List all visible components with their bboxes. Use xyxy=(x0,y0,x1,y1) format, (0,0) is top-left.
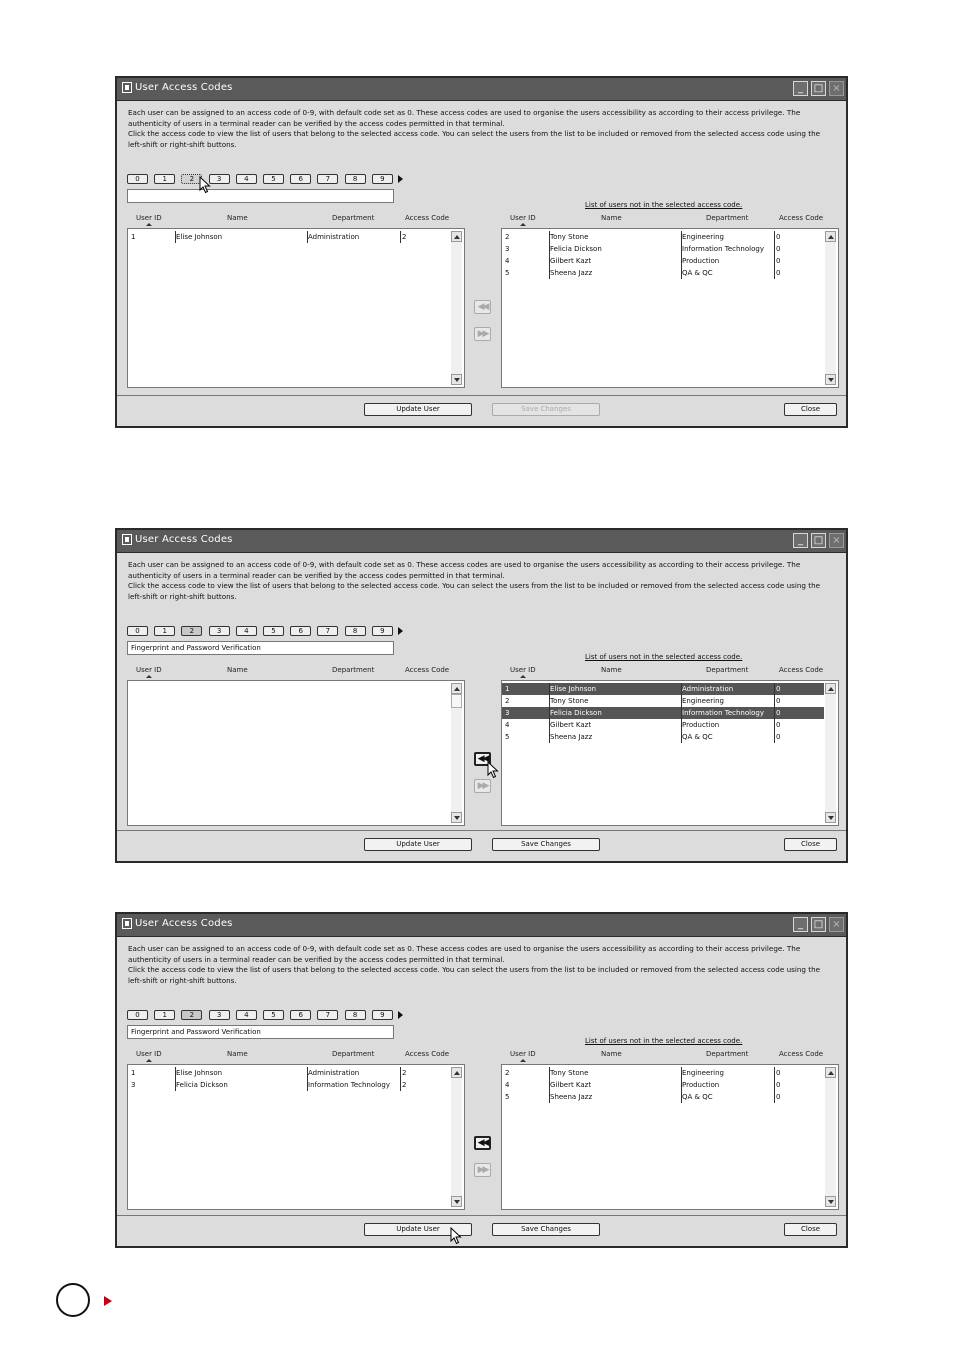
page-number-circle xyxy=(56,1283,90,1317)
cell-user-id: 1 xyxy=(131,1069,136,1077)
instructions-text xyxy=(128,560,833,602)
page-arrow-icon xyxy=(104,1296,112,1306)
access-code-button-9[interactable]: 9 xyxy=(372,626,393,636)
right-header-access-code[interactable]: Access Code xyxy=(779,1050,824,1058)
left-header-access-code[interactable]: Access Code xyxy=(405,666,450,674)
access-code-button-8[interactable]: 8 xyxy=(345,174,366,184)
instructions-paragraph: Click the access code to view the list of users that belong to the selected access code. You can select the users from the list to be included or removed from the selected access code using the left-shift or right-shift buttons. xyxy=(128,129,821,149)
title-bar[interactable] xyxy=(117,530,846,553)
table-row[interactable] xyxy=(502,231,802,243)
cell-access-code: 0 xyxy=(776,1069,781,1077)
scroll-down-icon[interactable] xyxy=(825,812,836,823)
save-changes-button[interactable]: Save Changes xyxy=(492,838,600,851)
column-divider xyxy=(681,1067,682,1103)
cell-user-id: 4 xyxy=(505,1081,510,1089)
access-code-button-9[interactable]: 9 xyxy=(372,1010,393,1020)
access-code-button-4[interactable]: 4 xyxy=(236,626,257,636)
table-row[interactable] xyxy=(128,231,428,243)
cell-user-id: 3 xyxy=(505,709,510,717)
cell-department: Information Technology xyxy=(308,1081,390,1089)
cell-user-id: 3 xyxy=(131,1081,136,1089)
window-title: User Access Codes xyxy=(135,534,233,545)
left-header-access-code[interactable]: Access Code xyxy=(405,1050,450,1058)
close-button[interactable]: Close xyxy=(784,403,837,416)
column-divider xyxy=(681,683,682,743)
scroll-down-icon[interactable] xyxy=(451,374,462,385)
instructions-paragraph: Click the access code to view the list of users that belong to the selected access code. You can select the users from the list to be included or removed from the selected access code using the left-shift or right-shift buttons. xyxy=(128,965,821,985)
cell-user-id: 2 xyxy=(505,697,510,705)
access-code-button-3[interactable]: 3 xyxy=(209,174,230,184)
left-header-department[interactable]: Department xyxy=(332,1050,375,1058)
table-row[interactable] xyxy=(502,267,802,279)
cell-department: QA & QC xyxy=(682,733,713,741)
right-shift-button[interactable]: ▶▶ xyxy=(474,779,491,793)
cell-department: QA & QC xyxy=(682,1093,713,1101)
access-code-button-0[interactable]: 0 xyxy=(127,174,148,184)
users-not-in-code-list[interactable] xyxy=(501,1064,839,1210)
scroll-down-icon[interactable] xyxy=(825,1196,836,1207)
user-access-codes-dialog xyxy=(115,528,848,863)
scroll-up-icon[interactable] xyxy=(825,231,836,242)
left-header-access-code[interactable]: Access Code xyxy=(405,214,450,222)
scroll-up-icon[interactable] xyxy=(825,683,836,694)
left-header-department[interactable]: Department xyxy=(332,214,375,222)
right-list-caption: List of users not in the selected access code. xyxy=(585,201,743,209)
left-header-user-id[interactable]: User ID xyxy=(136,666,162,674)
right-list-scrollbar[interactable] xyxy=(825,683,836,823)
cell-access-code: 0 xyxy=(776,697,781,705)
access-code-button-2[interactable]: 2 xyxy=(181,626,202,636)
users-in-code-list[interactable] xyxy=(127,228,465,388)
right-header-name[interactable]: Name xyxy=(601,1050,622,1058)
scroll-right-icon[interactable] xyxy=(398,1011,403,1019)
update-user-button[interactable]: Update User xyxy=(364,403,472,416)
right-list-caption: List of users not in the selected access code. xyxy=(585,653,743,661)
left-header-name[interactable]: Name xyxy=(227,214,248,222)
access-code-button-4[interactable]: 4 xyxy=(236,1010,257,1020)
instructions-paragraph: Each user can be assigned to an access code of 0-9, with default code set as 0. These access codes are used to organise the users accessibility as according to their access privilege. The authenticity of users in a terminal reader can be verified by the access codes permitted in that terminal. xyxy=(128,108,801,128)
cell-user-id: 4 xyxy=(505,257,510,265)
cell-department: Information Technology xyxy=(682,245,764,253)
column-divider xyxy=(307,231,308,243)
cell-access-code: 0 xyxy=(776,269,781,277)
right-shift-button[interactable]: ▶▶ xyxy=(474,1163,491,1177)
app-icon xyxy=(122,918,132,929)
cell-department: Production xyxy=(682,257,720,265)
column-divider xyxy=(175,1067,176,1091)
cell-access-code: 0 xyxy=(776,233,781,241)
cell-access-code: 0 xyxy=(776,1081,781,1089)
column-divider xyxy=(774,1067,775,1103)
user-access-codes-dialog xyxy=(115,76,848,428)
right-header-name[interactable]: Name xyxy=(601,666,622,674)
title-bar[interactable] xyxy=(117,914,846,937)
close-window-button[interactable]: × xyxy=(829,917,844,932)
table-row[interactable] xyxy=(502,683,824,695)
cell-name: Sheena Jazz xyxy=(550,733,593,741)
users-in-code-list[interactable] xyxy=(127,680,465,826)
access-code-button-8[interactable]: 8 xyxy=(345,1010,366,1020)
cell-department: Administration xyxy=(682,685,734,693)
cell-department: Production xyxy=(682,721,720,729)
column-divider xyxy=(400,1067,401,1091)
table-row[interactable] xyxy=(502,731,802,743)
maximize-button[interactable]: □ xyxy=(811,917,826,932)
left-shift-button[interactable]: ◀◀ xyxy=(474,1136,491,1150)
table-row[interactable] xyxy=(502,1079,802,1091)
cell-name: Elise Johnson xyxy=(550,685,597,693)
users-in-code-list[interactable] xyxy=(127,1064,465,1210)
left-shift-button[interactable]: ◀◀ xyxy=(474,300,491,314)
access-code-description-field[interactable] xyxy=(127,189,394,203)
scroll-right-icon[interactable] xyxy=(398,175,403,183)
left-list-scrollbar[interactable] xyxy=(451,231,462,385)
table-row[interactable] xyxy=(502,255,802,267)
cell-user-id: 3 xyxy=(505,245,510,253)
right-sort-indicator-icon xyxy=(520,1059,526,1062)
access-code-button-1[interactable]: 1 xyxy=(154,1010,175,1020)
save-changes-button[interactable]: Save Changes xyxy=(492,403,600,416)
access-code-button-5[interactable]: 5 xyxy=(263,626,284,636)
right-header-access-code[interactable]: Access Code xyxy=(779,666,824,674)
cell-name: Felicia Dickson xyxy=(550,709,602,717)
access-code-button-0[interactable]: 0 xyxy=(127,1010,148,1020)
left-header-user-id[interactable]: User ID xyxy=(136,214,162,222)
scroll-thumb[interactable] xyxy=(451,694,462,708)
cell-name: Felicia Dickson xyxy=(550,245,602,253)
maximize-button[interactable]: □ xyxy=(811,533,826,548)
left-header-user-id[interactable]: User ID xyxy=(136,1050,162,1058)
access-code-button-2[interactable]: 2 xyxy=(181,174,202,184)
right-list-scrollbar[interactable] xyxy=(825,1067,836,1207)
cell-department: Engineering xyxy=(682,233,724,241)
action-bar xyxy=(117,1215,846,1246)
cell-name: Tony Stone xyxy=(550,233,589,241)
app-icon xyxy=(122,82,132,93)
column-divider xyxy=(400,231,401,243)
access-code-button-0[interactable]: 0 xyxy=(127,626,148,636)
table-row[interactable] xyxy=(128,1067,428,1079)
access-code-button-1[interactable]: 1 xyxy=(154,626,175,636)
scroll-up-icon[interactable] xyxy=(825,1067,836,1078)
cell-user-id: 2 xyxy=(505,1069,510,1077)
scroll-up-icon[interactable] xyxy=(451,1067,462,1078)
cell-name: Sheena Jazz xyxy=(550,269,593,277)
update-user-button[interactable]: Update User xyxy=(364,838,472,851)
cell-name: Elise Johnson xyxy=(176,1069,223,1077)
left-list-scrollbar[interactable] xyxy=(451,1067,462,1207)
cell-name: Elise Johnson xyxy=(176,233,223,241)
right-header-department[interactable]: Department xyxy=(706,1050,749,1058)
cell-user-id: 5 xyxy=(505,269,510,277)
left-sort-indicator-icon xyxy=(146,675,152,678)
cell-name: Gilbert Kazt xyxy=(550,257,592,265)
users-not-in-code-list[interactable] xyxy=(501,228,839,388)
minimize-button[interactable]: _ xyxy=(793,81,808,96)
column-divider xyxy=(549,1067,550,1103)
right-sort-indicator-icon xyxy=(520,675,526,678)
right-list-scrollbar[interactable] xyxy=(825,231,836,385)
right-header-name[interactable]: Name xyxy=(601,214,622,222)
instructions-text xyxy=(128,108,833,150)
user-access-codes-dialog xyxy=(115,912,848,1248)
table-row[interactable] xyxy=(502,695,802,707)
scroll-right-icon[interactable] xyxy=(398,627,403,635)
cell-access-code: 0 xyxy=(776,733,781,741)
access-code-button-4[interactable]: 4 xyxy=(236,174,257,184)
cell-access-code: 0 xyxy=(776,709,781,717)
window-title: User Access Codes xyxy=(135,82,233,93)
title-bar[interactable] xyxy=(117,78,846,101)
users-not-in-code-list[interactable] xyxy=(501,680,839,826)
scroll-down-icon[interactable] xyxy=(451,812,462,823)
table-row[interactable] xyxy=(502,243,802,255)
cell-access-code: 0 xyxy=(776,257,781,265)
left-shift-button[interactable]: ◀◀ xyxy=(474,752,491,766)
cell-name: Tony Stone xyxy=(550,697,589,705)
right-header-user-id[interactable]: User ID xyxy=(510,214,536,222)
access-code-button-3[interactable]: 3 xyxy=(209,626,230,636)
cell-name: Sheena Jazz xyxy=(550,1093,593,1101)
action-bar xyxy=(117,830,846,861)
mouse-cursor-icon xyxy=(199,176,211,194)
cell-department: Administration xyxy=(308,233,360,241)
left-header-name[interactable]: Name xyxy=(227,666,248,674)
column-divider xyxy=(774,683,775,743)
right-header-access-code[interactable]: Access Code xyxy=(779,214,824,222)
table-row[interactable] xyxy=(128,1079,428,1091)
right-header-department[interactable]: Department xyxy=(706,666,749,674)
scroll-down-icon[interactable] xyxy=(451,1196,462,1207)
window-title: User Access Codes xyxy=(135,918,233,929)
column-divider xyxy=(175,231,176,243)
cell-department: Production xyxy=(682,1081,720,1089)
cell-access-code: 0 xyxy=(776,721,781,729)
close-window-button[interactable]: × xyxy=(829,81,844,96)
cell-department: Engineering xyxy=(682,697,724,705)
access-code-button-5[interactable]: 5 xyxy=(263,1010,284,1020)
left-header-department[interactable]: Department xyxy=(332,666,375,674)
cell-access-code: 2 xyxy=(402,1081,407,1089)
cell-name: Felicia Dickson xyxy=(176,1081,228,1089)
left-list-scrollbar[interactable] xyxy=(451,683,462,823)
table-row[interactable] xyxy=(502,1091,802,1103)
cell-user-id: 4 xyxy=(505,721,510,729)
close-button[interactable]: Close xyxy=(784,838,837,851)
left-sort-indicator-icon xyxy=(146,1059,152,1062)
access-code-button-7[interactable]: 7 xyxy=(317,626,338,636)
close-button[interactable]: Close xyxy=(784,1223,837,1236)
minimize-button[interactable]: _ xyxy=(793,917,808,932)
right-header-user-id[interactable]: User ID xyxy=(510,666,536,674)
cell-name: Gilbert Kazt xyxy=(550,721,592,729)
minimize-button[interactable]: _ xyxy=(793,533,808,548)
access-code-button-3[interactable]: 3 xyxy=(209,1010,230,1020)
access-code-description-field[interactable]: Fingerprint and Password Verification xyxy=(127,1025,394,1039)
instructions-paragraph: Each user can be assigned to an access code of 0-9, with default code set as 0. These access codes are used to organise the users accessibility as according to their access privilege. The authenticity of users in a terminal reader can be verified by the access codes permitted in that terminal. xyxy=(128,944,801,964)
access-code-button-8[interactable]: 8 xyxy=(345,626,366,636)
cell-access-code: 2 xyxy=(402,1069,407,1077)
scroll-up-icon[interactable] xyxy=(451,231,462,242)
column-divider xyxy=(774,231,775,279)
cell-user-id: 1 xyxy=(131,233,136,241)
access-code-button-6[interactable]: 6 xyxy=(290,1010,311,1020)
instructions-paragraph: Each user can be assigned to an access code of 0-9, with default code set as 0. These access codes are used to organise the users accessibility as according to their access privilege. The authenticity of users in a terminal reader can be verified by the access codes permitted in that terminal. xyxy=(128,560,801,580)
left-sort-indicator-icon xyxy=(146,223,152,226)
right-header-department[interactable]: Department xyxy=(706,214,749,222)
access-code-description-field[interactable]: Fingerprint and Password Verification xyxy=(127,641,394,655)
mouse-cursor-icon xyxy=(487,761,499,779)
access-code-button-6[interactable]: 6 xyxy=(290,626,311,636)
cell-user-id: 5 xyxy=(505,733,510,741)
scroll-up-icon[interactable] xyxy=(451,683,462,694)
cell-department: QA & QC xyxy=(682,269,713,277)
cell-department: Information Technology xyxy=(682,709,764,717)
action-bar xyxy=(117,395,846,426)
app-icon xyxy=(122,534,132,545)
right-sort-indicator-icon xyxy=(520,223,526,226)
cell-department: Engineering xyxy=(682,1069,724,1077)
save-changes-button[interactable]: Save Changes xyxy=(492,1223,600,1236)
cell-name: Gilbert Kazt xyxy=(550,1081,592,1089)
cell-access-code: 0 xyxy=(776,245,781,253)
access-code-button-6[interactable]: 6 xyxy=(290,174,311,184)
mouse-cursor-icon xyxy=(450,1227,462,1245)
access-code-button-7[interactable]: 7 xyxy=(317,174,338,184)
table-row[interactable] xyxy=(502,719,802,731)
scroll-down-icon[interactable] xyxy=(825,374,836,385)
cell-access-code: 2 xyxy=(402,233,407,241)
close-window-button[interactable]: × xyxy=(829,533,844,548)
cell-user-id: 2 xyxy=(505,233,510,241)
right-header-user-id[interactable]: User ID xyxy=(510,1050,536,1058)
access-code-button-7[interactable]: 7 xyxy=(317,1010,338,1020)
column-divider xyxy=(307,1067,308,1091)
access-code-button-2[interactable]: 2 xyxy=(181,1010,202,1020)
left-header-name[interactable]: Name xyxy=(227,1050,248,1058)
maximize-button[interactable]: □ xyxy=(811,81,826,96)
update-user-button[interactable]: Update User xyxy=(364,1223,472,1236)
cell-user-id: 1 xyxy=(505,685,510,693)
access-code-button-9[interactable]: 9 xyxy=(372,174,393,184)
instructions-text xyxy=(128,944,833,986)
column-divider xyxy=(549,683,550,743)
access-code-button-5[interactable]: 5 xyxy=(263,174,284,184)
cell-access-code: 0 xyxy=(776,1093,781,1101)
column-divider xyxy=(549,231,550,279)
cell-name: Tony Stone xyxy=(550,1069,589,1077)
cell-department: Administration xyxy=(308,1069,360,1077)
cell-user-id: 5 xyxy=(505,1093,510,1101)
access-code-button-1[interactable]: 1 xyxy=(154,174,175,184)
table-row[interactable] xyxy=(502,707,824,719)
cell-access-code: 0 xyxy=(776,685,781,693)
right-shift-button[interactable]: ▶▶ xyxy=(474,327,491,341)
column-divider xyxy=(681,231,682,279)
table-row[interactable] xyxy=(502,1067,802,1079)
instructions-paragraph: Click the access code to view the list of users that belong to the selected access code. You can select the users from the list to be included or removed from the selected access code using the left-shift or right-shift buttons. xyxy=(128,581,821,601)
right-list-caption: List of users not in the selected access code. xyxy=(585,1037,743,1045)
